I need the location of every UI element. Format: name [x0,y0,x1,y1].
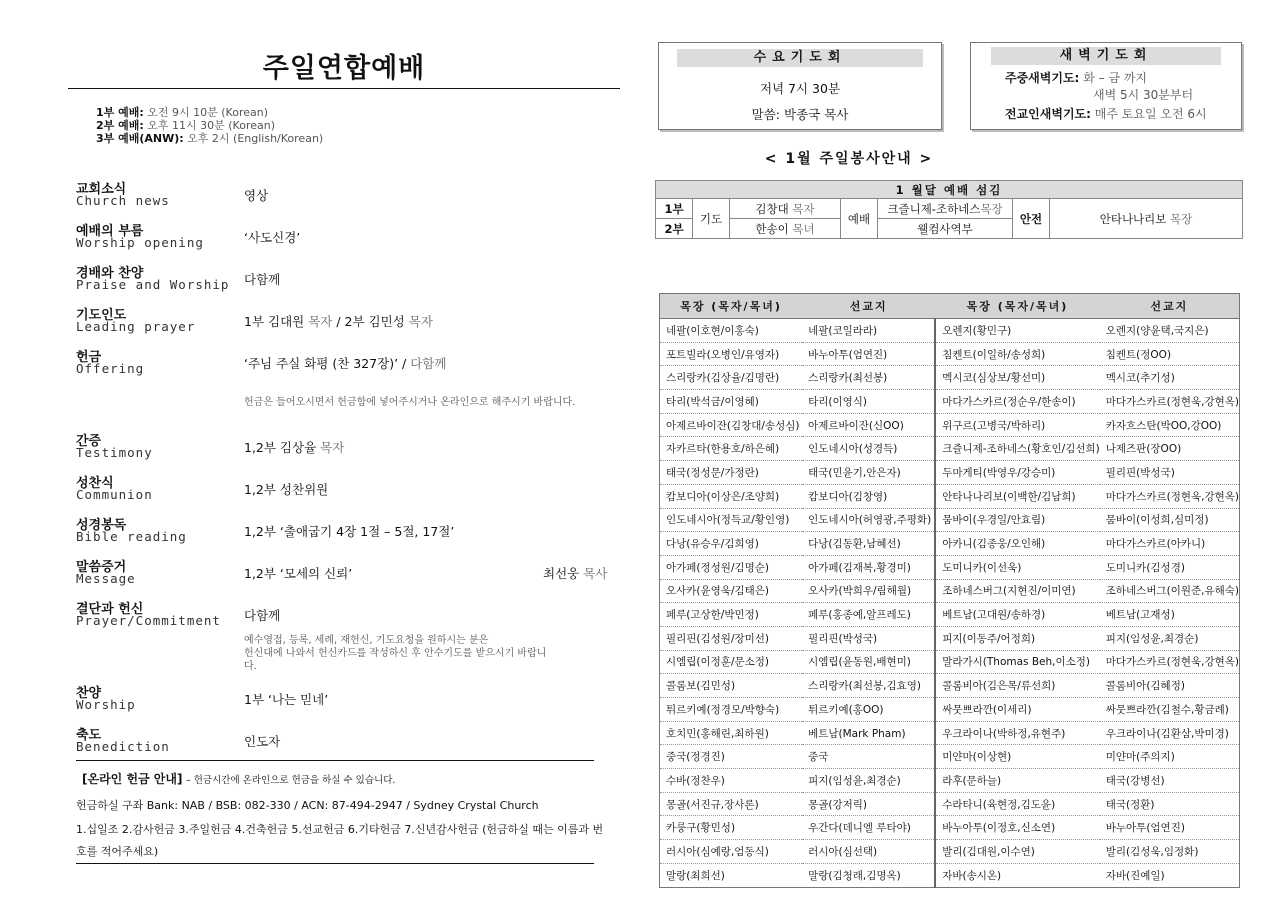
mission-cell: 콜롬비아(김혜정) [1100,674,1240,698]
service-times [96,106,323,145]
mission-cell: 조하네스버그(이원준,유해숙) [1100,579,1240,603]
mission-cell: 발리(김성욱,임정화) [1100,840,1240,864]
order-item-subtitle: Benediction [76,739,170,754]
table-row [660,319,1240,343]
mission-cell: 마다가스카르(정순우/한송이) [935,390,1100,414]
order-item-subtitle: Praise and Worship [76,277,230,292]
mission-cell: 멕시코(심상보/황선미) [935,366,1100,390]
table-row [660,792,1240,816]
order-item-title: 축도 [76,728,102,743]
table-row [660,579,1240,603]
mission-cell: 콜롬보(김민성) [660,674,803,698]
mission-cell: 수바(정찬우) [660,769,803,793]
order-item [76,430,616,470]
mission-cell: 페루(고상한/박민정) [660,603,803,627]
mission-cell: 미얀마(이상현) [935,745,1100,769]
schedule-cell: 1부 [656,199,693,219]
mission-cell: 멕시코(추기성) [1100,366,1240,390]
mission-cell: 중국(정경진) [660,745,803,769]
table-row [660,437,1240,461]
order-item-subtitle: Offering [76,361,145,376]
order-item-subtitle: Bible reading [76,529,187,544]
order-item [76,724,616,764]
schedule-cell: 안타나나리보 목장 [1050,199,1243,239]
order-item-subtitle: Testimony [76,445,153,460]
mission-cell: 마다가스카르(정현욱,강현옥) [1100,484,1240,508]
mission-cell: 말랑(김청래,김명옥) [802,863,935,887]
mission-cell: 아카니(김종웅/오인해) [935,532,1100,556]
mission-cell: 시엠립(이정훈/문소정) [660,650,803,674]
mission-cell: 피지(임성윤,최경순) [1100,626,1240,650]
order-item-subtitle: Message [76,571,136,586]
mission-cell: 러시아(심예랑,엄동식) [660,840,803,864]
order-item [76,472,616,512]
table-row [660,626,1240,650]
mission-header: 선교지 [802,294,935,319]
mission-cell: 타리(박석금/이영혜) [660,390,803,414]
mission-cell: 말라가시(Thomas Beh,이소정) [935,650,1100,674]
order-item-subtitle: Communion [76,487,153,502]
order-item [76,178,616,218]
mission-cell: 네팔(코일라라) [802,319,935,343]
mission-cell: 두마게티(박영우/강승미) [935,461,1100,485]
mission-cell: 바누아투(엄연진) [1100,816,1240,840]
mission-cell: 자바(송시온) [935,863,1100,887]
mission-cell: 말랑(최희선) [660,863,803,887]
mission-cell: 타리(이영식) [802,390,935,414]
mission-cell: 인도네시아(정득교/황인영) [660,508,803,532]
order-item-value: 다함께 [244,608,281,623]
mission-cell: 시엠립(윤동원,배현미) [802,650,935,674]
mission-cell: 스리랑카(최선봉,김효영) [802,674,935,698]
order-item-subtitle: Leading prayer [76,319,196,334]
title-divider [68,88,620,89]
order-item-title: 헌금 [76,350,102,365]
order-item-subtitle: Worship opening [76,235,204,250]
order-item [76,304,616,344]
mission-cell: 호치민(홍해린,최하원) [660,721,803,745]
mission-cell: 피지(임성윤,최경순) [802,769,935,793]
mission-cell: 캄보디아(김창영) [802,484,935,508]
mission-cell: 마다가스카르(아카니) [1100,532,1240,556]
table-row [660,650,1240,674]
order-item-value: 1,2부 ‘출애굽기 4장 1절 – 5절, 17절’ [244,524,455,539]
service-time-3: 3부 예배(ANW): 오후 2시 (English/Korean) [96,132,324,145]
mission-cell: 수라타니(육현정,김도윤) [935,792,1100,816]
mission-cell: 뭄바이(우경일/안효림) [935,508,1100,532]
mission-cell: 침켄트(이일하/송성희) [935,342,1100,366]
bank-account: 헌금하실 구좌 Bank: NAB / BSB: 082-330 / ACN: 87-494-2947 / Sydney Crystal Church [76,799,539,812]
mission-cell: 오렌지(황민구) [935,319,1100,343]
order-item [76,346,616,386]
mission-cell: 안타나나리보(이백한/김남희) [935,484,1100,508]
mission-cell: 필리핀(박성국) [802,626,935,650]
online-offering-box [76,760,604,864]
mission-cell: 필리핀(박성국) [1100,461,1240,485]
wednesday-time: 저녁 7시 30분 [759,81,841,96]
order-item-title: 성경봉독 [76,518,127,533]
mission-header: 목장 (목자/목녀) [935,294,1100,319]
mission-cell: 콜롬비아(김은목/류선희) [935,674,1100,698]
table-row [660,769,1240,793]
schedule-cell: 김창대 목자 [730,199,841,219]
order-item-title: 교회소식 [76,182,127,197]
mission-cell: 크즐니제-조하네스(황호인/김선희) [935,437,1100,461]
service-time-1: 1부 예배: 오전 9시 10분 (Korean) [96,106,268,119]
schedule-cell: 예배 [841,199,878,239]
table-row [660,508,1240,532]
mission-cell: 다낭(김동환,남혜선) [802,532,935,556]
table-row [660,721,1240,745]
mission-cell: 오사카(박희우/림해월) [802,579,935,603]
mission-cell: 중국 [802,745,935,769]
order-item-title: 말씀증거 [76,560,127,575]
order-item-title: 간증 [76,434,102,449]
mission-cell: 다낭(유승우/김희영) [660,532,803,556]
table-row [660,413,1240,437]
schedule-table [655,180,1243,239]
table-row [660,603,1240,627]
mission-cell: 침켄트(정OO) [1100,342,1240,366]
mission-cell: 태국(민윤기,안은자) [802,461,935,485]
mission-cell: 몽골(강저릭) [802,792,935,816]
mission-cell: 발리(김대원,이수연) [935,840,1100,864]
dawn-all-value: 매주 토요일 오전 6시 [1094,107,1207,121]
order-item [76,682,616,722]
mission-cell: 뭄바이(이성희,심미정) [1100,508,1240,532]
mission-cell: 조하네스버그(지현진/이미연) [935,579,1100,603]
mission-cell: 네팔(이호현/이홍숙) [660,319,803,343]
schedule-cell: 크즐니제-조하네스목장 [878,199,1013,219]
dawn-weekday-label: 주중새벽기도: [1005,71,1080,85]
order-item-title: 성찬식 [76,476,114,491]
offering-types-cont: 호를 적어주세요) [76,845,159,858]
online-offering-note: – 헌금시간에 온라인으로 헌금을 하실 수 있습니다. [185,775,396,786]
order-item-value: 1,2부 김상율 목자 [244,440,345,455]
order-item [76,220,616,260]
table-row [660,674,1240,698]
table-row [660,461,1240,485]
service-time-2: 2부 예배: 오후 11시 30분 (Korean) [96,119,275,132]
dawn-all-label: 전교인새벽기도: [1005,107,1091,121]
table-row [660,390,1240,414]
page-title: 주일연합예배 [262,53,426,84]
order-item-value: 다함께 [244,272,281,287]
order-item-title: 결단과 헌신 [76,602,144,617]
wednesday-prayer-card [658,42,942,130]
mission-cell: 우크라이나(박하정,유현주) [935,721,1100,745]
mission-cell: 태국(정환) [1100,792,1240,816]
mission-cell: 나제즈판(장OO) [1100,437,1240,461]
mission-cell: 태국(정성문/가정란) [660,461,803,485]
mission-cell: 미얀마(주의지) [1100,745,1240,769]
mission-cell: 튀르키예(홍OO) [802,698,935,722]
order-item-title: 경배와 찬양 [76,266,144,281]
mission-cell: 베트남(고재성) [1100,603,1240,627]
order-item-value: 영상 [244,188,269,203]
mission-cell: 태국(강병선) [1100,769,1240,793]
order-item-value: 1,2부 ‘모세의 신뢰’ [244,566,353,581]
mission-cell: 도미니카(이선욱) [935,555,1100,579]
commitment-note: 예수영접, 등록, 세례, 재헌신, 기도요청을 원하시는 분은 헌신대에 나와서 헌신카드를 작성하신 후 안수기도를 받으시기 바랍니 다. [244,635,547,672]
mission-cell: 마다가스카르(정현욱,강현옥) [1100,650,1240,674]
mission-cell: 자바(진예일) [1100,863,1240,887]
wednesday-prayer-header: 수요기도회 [677,49,923,67]
mission-cell: 몽골(서진규,장사론) [660,792,803,816]
table-row [660,816,1240,840]
mission-cell: 스리랑카(최선봉) [802,366,935,390]
mission-cell: 오렌지(양윤택,국지은) [1100,319,1240,343]
order-item-subtitle: Prayer/Commitment [76,613,221,628]
order-item-subtitle: Worship [76,697,136,712]
order-item-value: 1부 ‘나는 믿네’ [244,692,329,707]
mission-header: 선교지 [1100,294,1240,319]
mission-table [659,293,1240,888]
service-guide-title: < 1월 주일봉사안내 > [764,151,934,167]
mission-cell: 페루(홍종예,알프레도) [802,603,935,627]
mission-cell: 아제르바이잔(김창대/송성심) [660,413,803,437]
table-row [660,484,1240,508]
table-row [660,698,1240,722]
mission-cell: 싸뭇쁘라깐(김철수,황금례) [1100,698,1240,722]
table-row [660,745,1240,769]
table-row [660,532,1240,556]
mission-cell: 필리핀(김성원/장미선) [660,626,803,650]
order-item-subtitle: Church news [76,193,170,208]
order-item-title: 예배의 부름 [76,224,144,239]
mission-cell: 우크라이나(김환삼,박미경) [1100,721,1240,745]
mission-cell: 캄보디아(이상은/조양희) [660,484,803,508]
order-item [76,514,616,554]
mission-cell: 스리랑카(김상율/김명란) [660,366,803,390]
mission-cell: 마다가스카르(정현욱,강현옥) [1100,390,1240,414]
order-item-title: 찬양 [76,686,102,701]
table-row [660,840,1240,864]
mission-cell: 베트남(Mark Pham) [802,721,935,745]
mission-header: 목장 (목자/목녀) [660,294,803,319]
offering-types: 1.십일조 2.감사헌금 3.주일헌금 4.건축헌금 5.선교헌금 6.기타헌금 7.신년감사헌금 (헌금하실 때는 이름과 번 [76,823,604,836]
mission-cell: 튀르키예(정경모/박향숙) [660,698,803,722]
mission-cell: 자카르타(한용호/하은혜) [660,437,803,461]
mission-cell: 아제르바이잔(신OO) [802,413,935,437]
order-item-value: ‘사도신경’ [244,230,301,245]
schedule-cell: 2부 [656,219,693,239]
mission-cell: 베트남(고대원/송하경) [935,603,1100,627]
mission-cell: 아가페(김재복,황경미) [802,555,935,579]
mission-cell: 바누아투(이정호,신소연) [935,816,1100,840]
wednesday-speaker: 말씀: 박종국 목사 [751,107,849,122]
mission-cell: 위구르(고병국/박하리) [935,413,1100,437]
offering-note: 헌금은 들어오시면서 헌금함에 넣어주시거나 온라인으로 해주시기 바랍니다. [244,397,576,408]
order-item-title: 기도인도 [76,308,127,323]
preacher: 최선웅 목사 [543,566,608,581]
schedule-caption: 1 월달 예배 섬김 [656,181,1243,199]
schedule-cell: 웰컴사역부 [878,219,1013,239]
mission-cell: 피지(이동주/어정희) [935,626,1100,650]
mission-cell: 아가페(정성원/김명순) [660,555,803,579]
mission-cell: 포트빌라(오병인/유영자) [660,342,803,366]
order-item [76,598,616,638]
dawn-prayer-header: 새벽기도회 [991,47,1221,65]
mission-cell: 인도네시아(허영광,주평화) [802,508,935,532]
table-row [660,366,1240,390]
mission-cell: 라후(문하늘) [935,769,1100,793]
dawn-weekday-time: 새벽 5시 30분부터 [1093,88,1194,102]
schedule-cell: 한송이 목녀 [730,219,841,239]
mission-cell: 오사카(윤영욱/김태은) [660,579,803,603]
order-item-value: ‘주님 주실 화평 (찬 327장)’ / 다함께 [244,356,447,371]
mission-cell: 인도네시아(성경득) [802,437,935,461]
order-item-value: 1,2부 성찬위원 [244,482,329,497]
order-item [76,556,616,596]
schedule-cell: 안전 [1013,199,1050,239]
mission-cell: 싸뭇쁘라깐(이세리) [935,698,1100,722]
mission-cell: 우간다(데니엘 루타야) [802,816,935,840]
mission-cell: 도미니카(김성경) [1100,555,1240,579]
schedule-cell: 기도 [693,199,730,239]
dawn-weekday-value: 화 – 금 까지 [1083,71,1147,85]
table-row [660,342,1240,366]
order-item [76,262,616,302]
order-item-value: 인도자 [244,734,281,749]
table-row [660,555,1240,579]
online-offering-heading: [온라인 헌금 안내] [82,772,183,786]
order-item-value: 1부 김대원 목자 / 2부 김민성 목자 [244,314,433,329]
mission-cell: 카룽구(황민성) [660,816,803,840]
mission-cell: 카자흐스탄(박OO,강OO) [1100,413,1240,437]
dawn-prayer-card [970,42,1242,130]
mission-cell: 러시아(심선택) [802,840,935,864]
mission-cell: 바누아투(엄연진) [802,342,935,366]
table-row [660,863,1240,887]
